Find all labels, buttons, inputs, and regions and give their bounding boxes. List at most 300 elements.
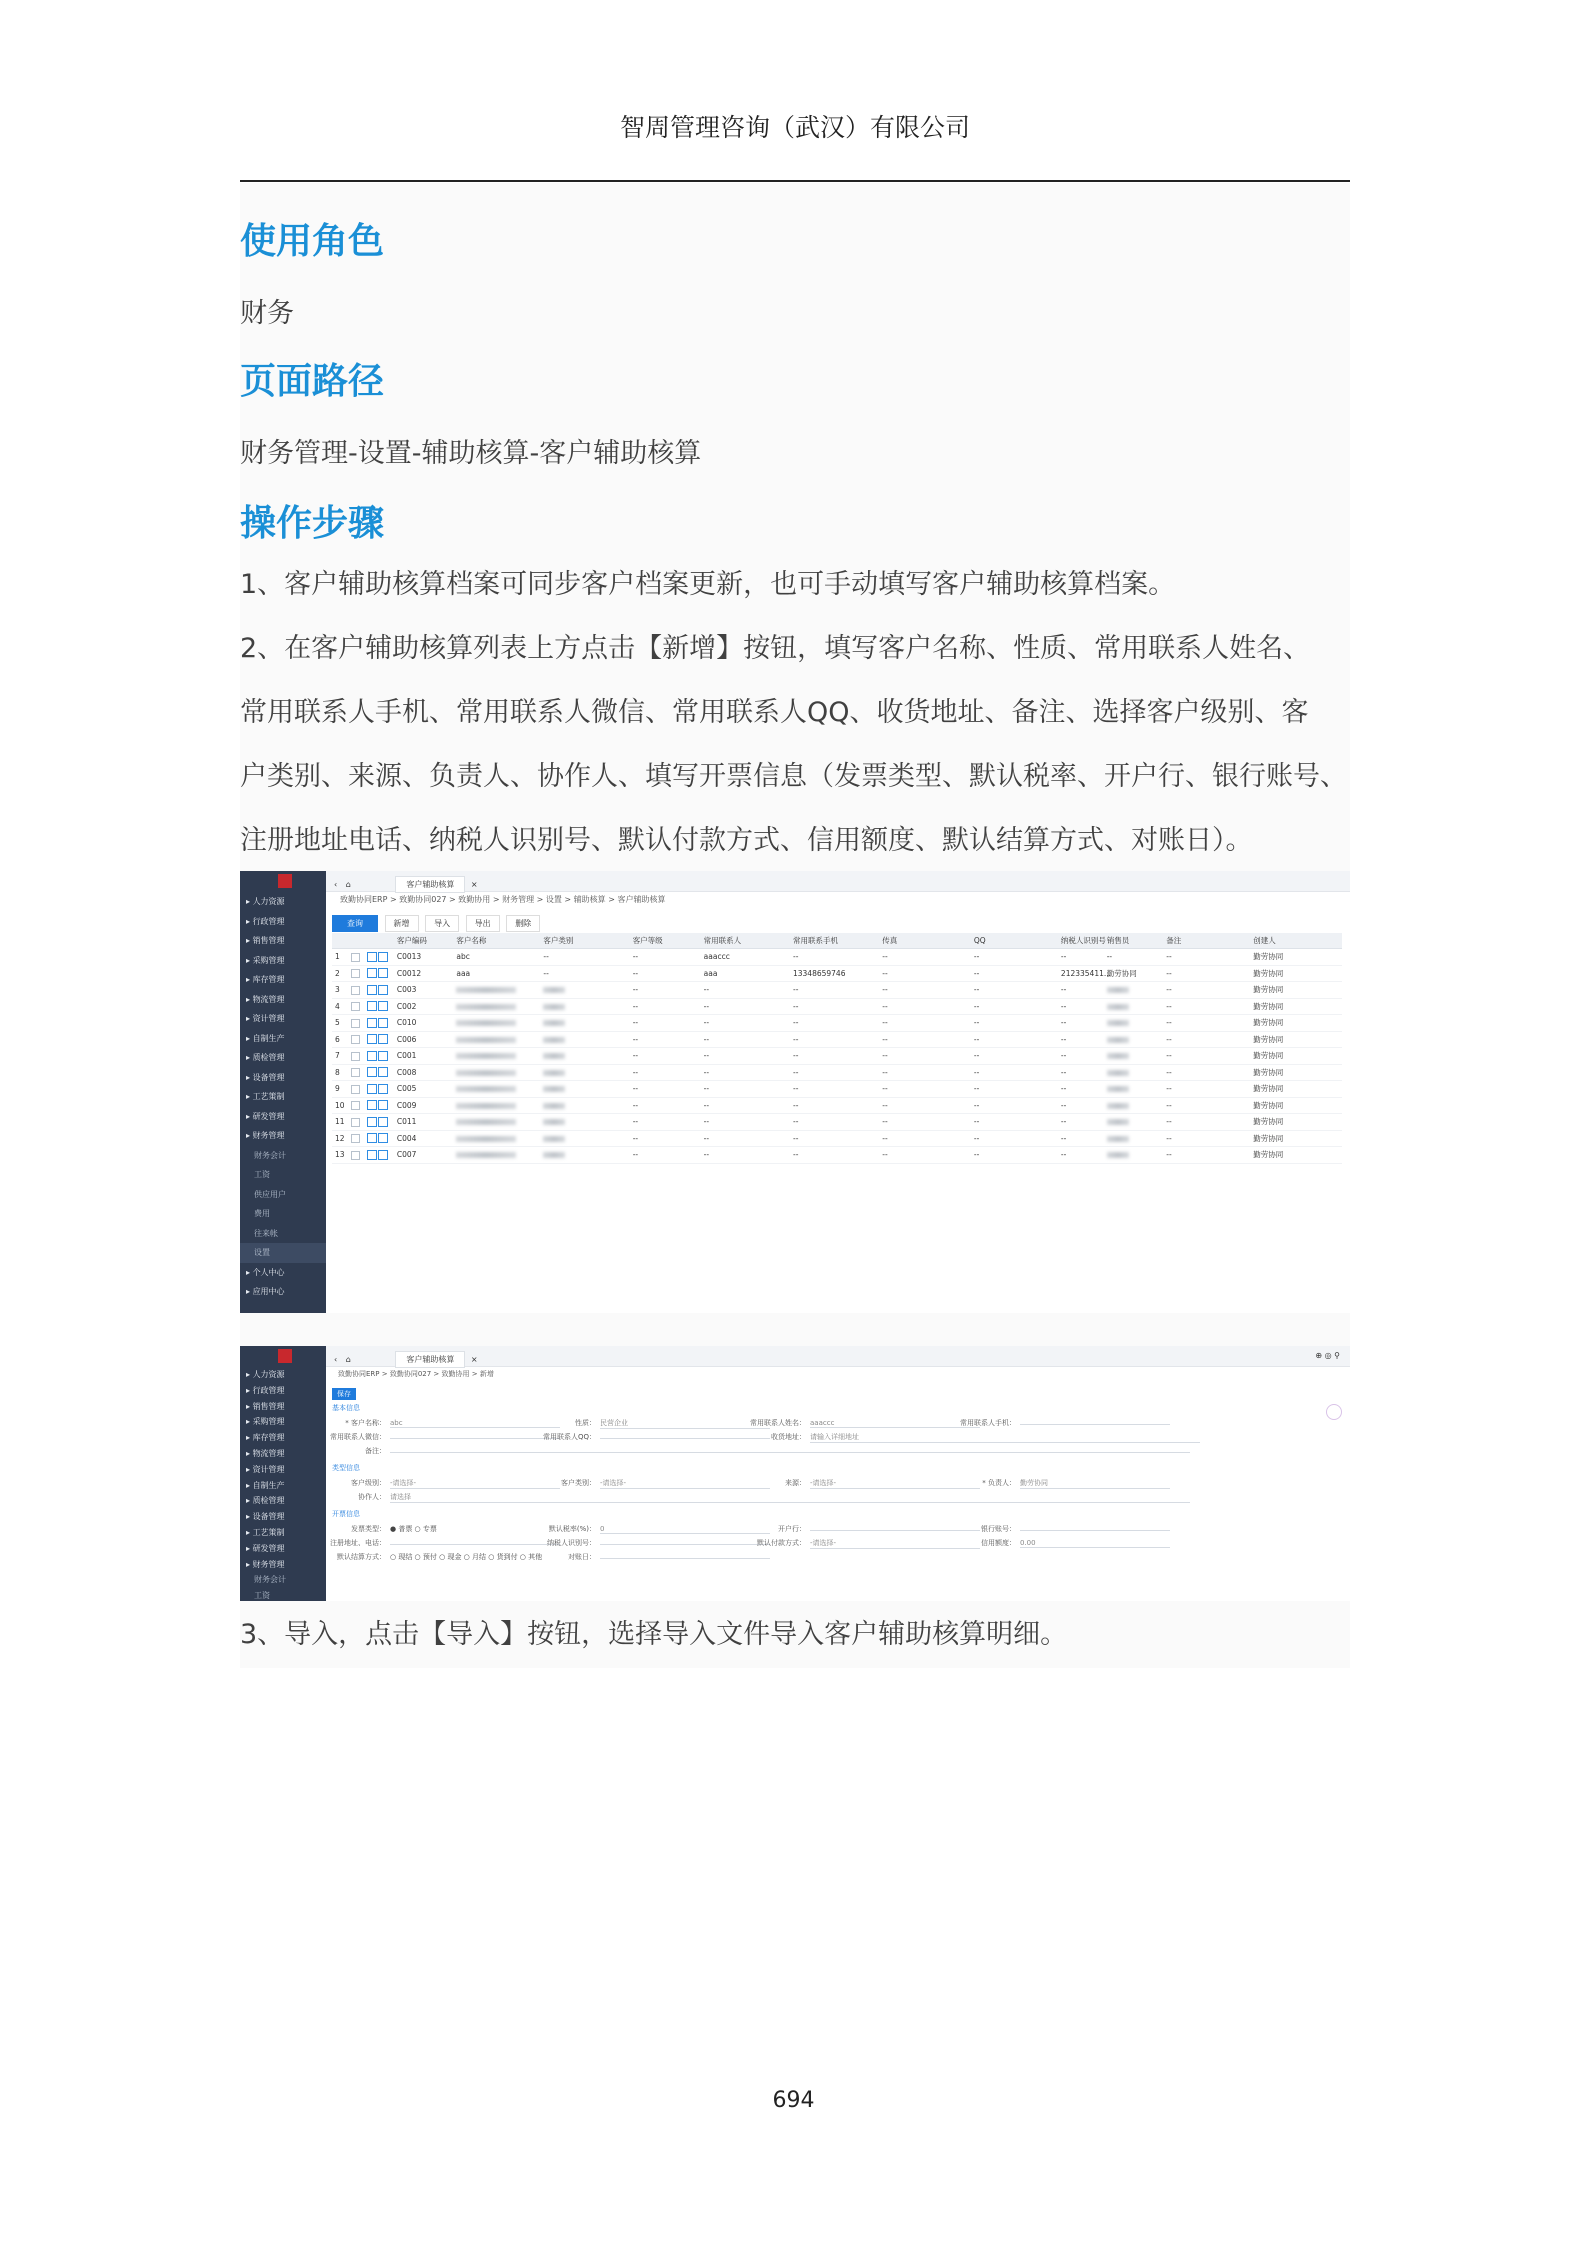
redacted-text (1107, 1136, 1129, 1142)
regaddr-label: 注册地址、电话： (330, 1539, 386, 1547)
sidebar-item[interactable] (240, 1541, 326, 1557)
sidebar-item[interactable] (240, 1588, 326, 1604)
row-number: 1 (332, 949, 348, 966)
table-cell (540, 1064, 629, 1081)
assistant-icon[interactable] (1326, 1404, 1342, 1420)
redacted-text (543, 1020, 565, 1026)
sidebar-item-label: 设备管理 (252, 1512, 285, 1522)
table-row[interactable] (332, 1114, 1342, 1131)
sidebar-item[interactable] (240, 1282, 326, 1302)
row-checkbox[interactable] (351, 1151, 360, 1160)
table-cell (1104, 998, 1164, 1015)
table-cell: abc (453, 949, 540, 966)
sidebar-item-label: 研发管理 (252, 1543, 285, 1553)
import-button[interactable]: 导入 (425, 915, 459, 932)
caret-right-icon: ▸ (246, 1111, 253, 1121)
tab-customer-aux[interactable]: 客户辅助核算 (395, 1351, 465, 1368)
table-row[interactable] (332, 1048, 1342, 1065)
sidebar-item[interactable] (240, 1414, 326, 1430)
sidebar-item[interactable] (240, 1126, 326, 1146)
table-cell: -- (540, 949, 629, 966)
settings-icon[interactable]: ⊕ ◎ ⚲ (1315, 1351, 1340, 1360)
category-label: 客户类别： (561, 1479, 596, 1487)
sidebar-item-label: 财务管理 (252, 1559, 285, 1569)
sidebar-item-label: 采购管理 (252, 955, 285, 965)
caret-right-icon: ▸ (246, 1464, 253, 1474)
tab-customer-aux[interactable]: 客户辅助核算 (395, 876, 465, 893)
step-2-line-3: 户类别、来源、负责人、协作人、填写开票信息（发票类型、默认税率、开户行、银行账号、 (240, 761, 1347, 792)
edit-icon[interactable] (378, 1018, 388, 1028)
sidebar-item-label: 供应用户 (254, 1189, 286, 1199)
close-icon[interactable]: × (470, 880, 478, 889)
home-icon[interactable]: ⌂ (345, 1355, 351, 1364)
sidebar-item[interactable] (240, 1146, 326, 1166)
table-cell: -- (1058, 1031, 1104, 1048)
account-label: 银行账号： (981, 1525, 1016, 1533)
table-cell (453, 1064, 540, 1081)
row-checkbox[interactable] (351, 1134, 360, 1143)
table-row[interactable] (332, 998, 1342, 1015)
view-icon[interactable] (367, 1084, 377, 1094)
sidebar-item[interactable] (240, 1446, 326, 1462)
sidebar-item[interactable] (240, 1263, 326, 1283)
table-cell: -- (1058, 1081, 1104, 1098)
sidebar-item[interactable] (240, 1204, 326, 1224)
table-cell: -- (971, 1081, 1058, 1098)
back-icon[interactable]: ‹ (334, 1355, 338, 1364)
sidebar-item[interactable] (240, 1165, 326, 1185)
view-icon[interactable] (367, 985, 377, 995)
table-cell: -- (879, 1147, 971, 1164)
redacted-text (456, 1004, 516, 1010)
edit-icon[interactable] (378, 952, 388, 962)
table-cell: -- (1163, 1015, 1250, 1032)
table-header-cell[interactable]: 客户类别 (540, 933, 629, 949)
table-cell: -- (630, 1114, 701, 1131)
back-icon[interactable]: ‹ (334, 880, 338, 889)
row-checkbox[interactable] (351, 1118, 360, 1127)
table-cell: -- (630, 1064, 701, 1081)
table-cell (1104, 1130, 1164, 1147)
sidebar-item[interactable] (240, 1048, 326, 1068)
level-label: 客户级别： (351, 1479, 386, 1487)
table-cell: -- (1058, 998, 1104, 1015)
table-cell: 勤劳协同 (1250, 1048, 1342, 1065)
table-cell: -- (701, 998, 790, 1015)
redacted-text (1107, 1152, 1129, 1158)
table-cell: C011 (394, 1114, 454, 1131)
step-1: 1、客户辅助核算档案可同步客户档案更新，也可手动填写客户辅助核算档案。 (240, 569, 1176, 600)
table-cell: -- (879, 998, 971, 1015)
row-number: 3 (332, 982, 348, 999)
settle-radio[interactable]: ○ 现结 ○ 预付 ○ 现金 ○ 月结 ○ 货到付 ○ 其他 (390, 1553, 543, 1561)
level-select[interactable]: -请选择- (390, 1478, 560, 1489)
row-number: 11 (332, 1114, 348, 1131)
sidebar-item[interactable] (240, 1367, 326, 1383)
table-cell (540, 1147, 629, 1164)
address-field[interactable]: 请输入详细地址 (810, 1432, 1200, 1443)
sidebar-item-label: 质检管理 (252, 1496, 285, 1506)
table-cell: -- (1163, 949, 1250, 966)
table-row[interactable] (332, 982, 1342, 999)
redacted-text (456, 1152, 516, 1158)
caret-right-icon: ▸ (246, 1543, 253, 1553)
table-row[interactable] (332, 1081, 1342, 1098)
table-cell: -- (701, 1081, 790, 1098)
sidebar-item[interactable] (240, 1185, 326, 1205)
row-number: 10 (332, 1097, 348, 1114)
view-icon[interactable] (367, 1133, 377, 1143)
table-cell: -- (971, 1064, 1058, 1081)
table-cell: -- (701, 1064, 790, 1081)
table-cell (540, 1114, 629, 1131)
row-number: 6 (332, 1031, 348, 1048)
table-cell: -- (971, 982, 1058, 999)
breadcrumb: 致勤协同ERP > 致勤协同027 > 致勤协用 > 财务管理 > 设置 > 辅助核算 > 客户辅助核算 (340, 895, 666, 904)
view-icon[interactable] (367, 968, 377, 978)
view-icon[interactable] (367, 1100, 377, 1110)
sidebar-item-label: 行政管理 (252, 916, 285, 926)
sidebar-item-label: 工资 (254, 1591, 270, 1601)
sidebar-item[interactable] (240, 1243, 326, 1263)
sidebar-item[interactable] (240, 892, 326, 912)
home-icon[interactable]: ⌂ (345, 880, 351, 889)
edit-icon[interactable] (378, 985, 388, 995)
sidebar-item[interactable] (240, 1572, 326, 1588)
table-cell: C001 (394, 1048, 454, 1065)
sidebar-item-label: 个人中心 (252, 1267, 285, 1277)
sidebar-item-label: 物流管理 (252, 994, 285, 1004)
sidebar-item[interactable] (240, 912, 326, 932)
sidebar-item[interactable] (240, 1107, 326, 1127)
table-cell: -- (879, 1048, 971, 1065)
caret-right-icon: ▸ (246, 955, 253, 965)
table-cell (453, 1097, 540, 1114)
table-cell: -- (630, 965, 701, 982)
caret-right-icon: ▸ (246, 936, 253, 945)
table-cell: -- (1163, 965, 1250, 982)
edit-icon[interactable] (378, 1117, 388, 1127)
sidebar-item[interactable] (240, 931, 326, 951)
table-header-cell[interactable]: 创建人 (1250, 933, 1342, 949)
table-cell: -- (1163, 1031, 1250, 1048)
row-checkbox[interactable] (351, 1035, 360, 1044)
bank-field[interactable] (810, 1530, 980, 1531)
category-select[interactable]: -请选择- (600, 1478, 770, 1489)
invtype-radio[interactable]: ● 普票 ○ 专票 (390, 1525, 437, 1533)
caret-right-icon: ▸ (246, 1014, 253, 1023)
table-header-cell[interactable]: 纳税人识别号 (1058, 933, 1104, 949)
sidebar-item[interactable] (240, 1493, 326, 1509)
query-button[interactable]: 查询 (332, 915, 378, 932)
table-header-cell[interactable]: 常用联系人 (701, 933, 790, 949)
sidebar-item-label: 资计管理 (252, 1014, 285, 1023)
view-icon[interactable] (367, 1018, 377, 1028)
table-header-cell[interactable]: 传真 (879, 933, 971, 949)
nature-select[interactable]: 民营企业 (600, 1418, 770, 1429)
table-cell: C006 (394, 1031, 454, 1048)
table-cell: -- (879, 982, 971, 999)
table-header-cell[interactable]: 客户名称 (453, 933, 540, 949)
edit-icon[interactable] (378, 1067, 388, 1077)
save-button[interactable]: 保存 (332, 1388, 356, 1400)
caret-right-icon: ▸ (246, 1417, 253, 1427)
table-cell: aaa (453, 965, 540, 982)
table-row[interactable] (332, 1064, 1342, 1081)
table-header-cell[interactable]: 客户等级 (630, 933, 701, 949)
role-heading: 使用角色 (240, 221, 385, 262)
table-cell: -- (879, 965, 971, 982)
day-label: 对账日： (568, 1553, 596, 1561)
table-cell: C008 (394, 1064, 454, 1081)
table-cell: 勤劳协同 (1250, 965, 1342, 982)
row-number: 7 (332, 1048, 348, 1065)
caret-right-icon: ▸ (246, 897, 253, 906)
table-cell: -- (540, 965, 629, 982)
sidebar-item-label: 质检管理 (252, 1053, 285, 1062)
table-cell: C003 (394, 982, 454, 999)
close-icon[interactable]: × (470, 1355, 478, 1364)
table-cell: -- (971, 1015, 1058, 1032)
edit-icon[interactable] (378, 968, 388, 978)
regaddr-field[interactable] (390, 1544, 560, 1545)
row-checkbox[interactable] (351, 986, 360, 995)
redacted-text (1107, 987, 1129, 993)
table-cell: -- (630, 1097, 701, 1114)
sidebar (240, 871, 326, 1313)
table-cell: -- (1163, 1097, 1250, 1114)
sidebar-item[interactable] (240, 1087, 326, 1107)
sidebar-item-label: 自制生产 (252, 1033, 285, 1043)
add-button[interactable]: 新增 (385, 915, 419, 932)
edit-icon[interactable] (378, 1001, 388, 1011)
edit-icon[interactable] (378, 1100, 388, 1110)
table-cell: -- (1058, 1064, 1104, 1081)
table-cell: -- (701, 1048, 790, 1065)
table-cell: 勤劳协同 (1250, 1015, 1342, 1032)
caret-right-icon: ▸ (246, 994, 253, 1004)
row-checkbox[interactable] (351, 1101, 360, 1110)
edit-icon[interactable] (378, 1150, 388, 1160)
owner-select[interactable]: 勤劳协同 (1020, 1478, 1170, 1489)
sidebar-item[interactable] (240, 1399, 326, 1415)
view-icon[interactable] (367, 1001, 377, 1011)
credit-field[interactable]: 0.00 (1020, 1539, 1170, 1548)
remark-field[interactable] (390, 1452, 1190, 1453)
qq-field[interactable] (600, 1438, 770, 1439)
table-cell: -- (701, 1015, 790, 1032)
sidebar-item[interactable] (240, 1029, 326, 1049)
edit-icon[interactable] (378, 1133, 388, 1143)
table-cell: 勤劳协同 (1250, 949, 1342, 966)
sidebar-item-label: 库存管理 (252, 1433, 285, 1443)
sidebar-item[interactable] (240, 951, 326, 971)
delete-button[interactable]: 删除 (506, 915, 540, 932)
sidebar-item-label: 费用 (254, 1209, 270, 1218)
table-cell: -- (1163, 1048, 1250, 1065)
section-invoice: 开票信息 (332, 1510, 360, 1518)
table-row[interactable] (332, 1147, 1342, 1164)
path-heading: 页面路径 (240, 361, 385, 402)
redacted-text (543, 1086, 565, 1092)
table-cell: -- (790, 949, 879, 966)
caret-right-icon: ▸ (246, 1092, 253, 1101)
table-cell: 212335411... (1058, 965, 1104, 982)
view-icon[interactable] (367, 952, 377, 962)
table-cell: -- (1058, 1097, 1104, 1114)
wechat-field[interactable] (390, 1438, 560, 1439)
table-row[interactable] (332, 1031, 1342, 1048)
view-icon[interactable] (367, 1051, 377, 1061)
table-header-cell[interactable]: 客户编码 (394, 933, 454, 949)
contact-field[interactable]: aaaccc (810, 1419, 980, 1428)
sidebar-item-label: 销售管理 (252, 936, 285, 945)
row-checkbox[interactable] (351, 1068, 360, 1077)
table-cell: -- (879, 1130, 971, 1147)
edit-icon[interactable] (378, 1051, 388, 1061)
table-header-cell[interactable]: 常用联系手机 (790, 933, 879, 949)
sidebar-2 (240, 1346, 326, 1601)
assist-select[interactable]: 请选择 (390, 1492, 1190, 1503)
table-header-cell[interactable]: QQ (971, 933, 1058, 949)
caret-right-icon: ▸ (246, 1131, 253, 1140)
edit-icon[interactable] (378, 1034, 388, 1044)
table-cell: -- (790, 982, 879, 999)
view-icon[interactable] (367, 1117, 377, 1127)
table-header-cell (348, 933, 364, 949)
redacted-text (543, 1037, 565, 1043)
mobile-field[interactable] (1020, 1424, 1170, 1425)
edit-icon[interactable] (378, 1084, 388, 1094)
rate-select[interactable]: 0 (600, 1525, 770, 1534)
view-icon[interactable] (367, 1067, 377, 1077)
caret-right-icon: ▸ (246, 1072, 253, 1082)
row-checkbox[interactable] (351, 953, 360, 962)
sidebar-item[interactable] (240, 1068, 326, 1088)
table-header-cell[interactable]: 备注 (1163, 933, 1250, 949)
table-cell: -- (701, 982, 790, 999)
table-row[interactable] (332, 1130, 1342, 1147)
table-cell: -- (630, 1147, 701, 1164)
sidebar-item[interactable] (240, 1557, 326, 1573)
sidebar-item-label: 设备管理 (252, 1072, 285, 1082)
export-button[interactable]: 导出 (466, 915, 500, 932)
sidebar-item[interactable] (240, 1509, 326, 1525)
row-checkbox[interactable] (351, 1002, 360, 1011)
row-checkbox[interactable] (351, 1085, 360, 1094)
tab-bar-2 (326, 1346, 1350, 1367)
pay-label: 默认付款方式： (757, 1539, 806, 1547)
role-value: 财务 (240, 298, 294, 329)
table-row[interactable] (332, 949, 1342, 966)
sidebar-item[interactable] (240, 970, 326, 990)
table-cell: -- (630, 1081, 701, 1098)
table-cell: -- (790, 1114, 879, 1131)
table-cell: 勤劳协同 (1250, 1064, 1342, 1081)
steps-heading: 操作步骤 (240, 503, 385, 544)
row-checkbox[interactable] (351, 969, 360, 978)
sidebar-item-label: 采购管理 (252, 1417, 285, 1427)
row-checkbox[interactable] (351, 1052, 360, 1061)
sidebar-item-label: 自制生产 (252, 1480, 285, 1490)
table-cell: -- (1104, 949, 1164, 966)
table-header-cell[interactable]: 销售员 (1104, 933, 1164, 949)
sidebar-item[interactable] (240, 1462, 326, 1478)
table-cell: C010 (394, 1015, 454, 1032)
mobile-label: 常用联系人手机： (960, 1419, 1016, 1427)
remark-label: 备注： (365, 1447, 386, 1455)
taxno-field[interactable] (600, 1544, 770, 1545)
table-cell: -- (701, 1147, 790, 1164)
contact-label: 常用联系人姓名： (750, 1419, 806, 1427)
table-cell: -- (701, 1097, 790, 1114)
sidebar-item-label: 销售管理 (252, 1401, 285, 1411)
sidebar-item[interactable] (240, 990, 326, 1010)
row-number: 9 (332, 1081, 348, 1098)
table-cell (453, 1031, 540, 1048)
table-cell: -- (790, 1031, 879, 1048)
account-field[interactable] (1020, 1530, 1170, 1531)
table-cell: C005 (394, 1081, 454, 1098)
table-cell: C007 (394, 1147, 454, 1164)
sidebar-item-label: 工艺策制 (252, 1527, 285, 1537)
name-field[interactable]: abc (390, 1419, 560, 1428)
add-customer-form (326, 1366, 1350, 1601)
sidebar-item[interactable] (240, 1525, 326, 1541)
table-cell: 勤劳协同 (1250, 982, 1342, 999)
row-checkbox[interactable] (351, 1019, 360, 1028)
sidebar-item-label: 物流管理 (252, 1448, 285, 1458)
sidebar-item[interactable] (240, 1478, 326, 1494)
view-icon[interactable] (367, 1034, 377, 1044)
caret-right-icon: ▸ (246, 1385, 253, 1395)
logo-icon (278, 874, 292, 888)
table-cell (540, 1031, 629, 1048)
table-cell: -- (790, 998, 879, 1015)
table-cell: -- (971, 1130, 1058, 1147)
source-label: 来源： (785, 1479, 806, 1487)
sidebar-item[interactable] (240, 1383, 326, 1399)
caret-right-icon: ▸ (246, 1433, 253, 1443)
table-row[interactable] (332, 965, 1342, 982)
page-number: 694 (772, 2088, 815, 2113)
table-cell: -- (1163, 1130, 1250, 1147)
table-cell: -- (971, 1048, 1058, 1065)
sidebar-item[interactable] (240, 1009, 326, 1029)
table-cell: -- (1058, 982, 1104, 999)
sidebar-item-label: 库存管理 (252, 975, 285, 984)
table-cell (453, 1147, 540, 1164)
sidebar-item-label: 设置 (254, 1248, 270, 1257)
sidebar-item[interactable] (240, 1430, 326, 1446)
redacted-text (1107, 1086, 1129, 1092)
pay-select[interactable]: -请选择- (810, 1538, 980, 1549)
table-cell (453, 1048, 540, 1065)
source-select[interactable]: -请选择- (810, 1478, 980, 1489)
caret-right-icon: ▸ (246, 1053, 253, 1062)
sidebar-item[interactable] (240, 1224, 326, 1244)
table-cell: -- (971, 1031, 1058, 1048)
sidebar-item-label: 人力资源 (252, 1370, 285, 1379)
day-field[interactable] (600, 1558, 770, 1559)
table-cell (1104, 1081, 1164, 1098)
sidebar-item-label: 财务管理 (252, 1131, 285, 1140)
table-row[interactable] (332, 1097, 1342, 1114)
row-number: 5 (332, 1015, 348, 1032)
table-row[interactable] (332, 1015, 1342, 1032)
view-icon[interactable] (367, 1150, 377, 1160)
caret-right-icon: ▸ (246, 1267, 253, 1277)
